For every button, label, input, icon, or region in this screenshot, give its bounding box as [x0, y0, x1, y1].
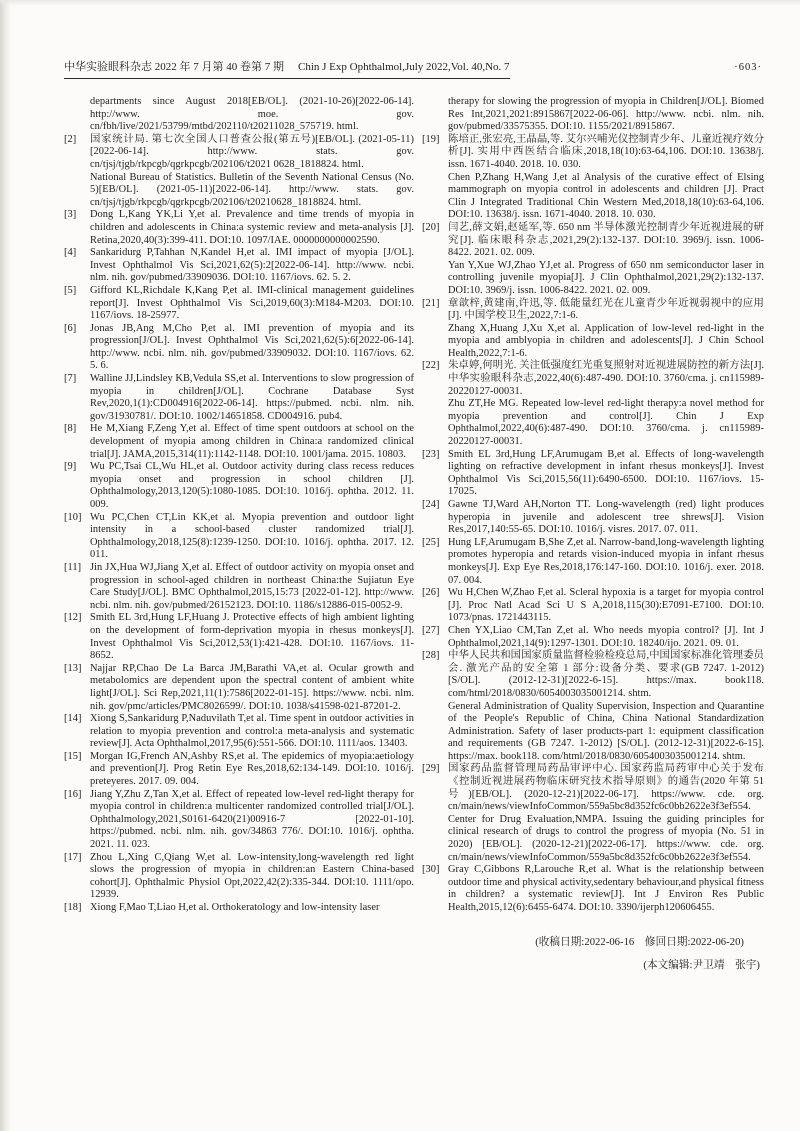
- reference-text: Najjar RP,Chao De La Barca JM,Barathi VA,et al. Ocular growth and metabolomics are dependent upon the spectral content of ambient white light[J/OL]. Sci Rep,2021,11(1):7586[2022-01-15]. https://www. ncbi. nlm. nih. gov/pmc/articles/PMC8026599/. DOI:10. 1038/s41598-021-87201-2.: [90, 662, 414, 712]
- reference-number: [4]: [64, 247, 77, 259]
- reference-item: [64, 285, 414, 323]
- reference-item: [422, 587, 764, 625]
- reference-item: [64, 423, 414, 461]
- reference-item: [422, 298, 764, 361]
- reference-item: [422, 360, 764, 448]
- reference-item: [422, 222, 764, 298]
- reference-number: [27]: [422, 624, 440, 636]
- reference-text: Center for Drug Evaluation,NMPA. Issuing the guiding principles for clinical research of drugs to control the progress of myopia (No. 51 in 2020) [EB/OL]. (2020-12-21)[2022-06-17]. https://www. cde. org. cn/main/news/viewInfoCommon/559a5bc8d352fc6c0bb2622e3f3ef554.: [448, 813, 764, 863]
- reference-number: [8]: [64, 423, 77, 435]
- reference-number: [25]: [422, 536, 440, 548]
- reference-text: Jonas JB,Ang M,Cho P,et al. IMI prevention of myopia and its progression[J/OL]. Invest Ophthalmol Vis Sci,2021,62(5):6[2022-06-14]. http://www. ncbi. nlm. nih. gov/pubmed/33909032. DOI:10. 1167/iovs. 62. 5. 6.: [90, 322, 414, 372]
- reference-number: [29]: [422, 763, 440, 775]
- reference-text: Chen YX,Liao CM,Tan Z,et al. Who needs myopia control? [J]. Int J Ophthalmol,2021,14(9):1297-1301. DOI:10. 18240/ijo. 2021. 09. 01.: [448, 624, 764, 649]
- reference-text: Gawne TJ,Ward AH,Norton TT. Long-wavelength (red) light produces hyperopia in juvenile and adolescent tree shrews[J]. Vision Res,2017,140:55-65. DOI:10. 1016/j. visres. 2017. 07. 011.: [448, 499, 764, 536]
- reference-text: therapy for slowing the progression of myopia in Children[J/OL]. Biomed Res Int,2021,2021:8915867[2022-06-06]. http://www. ncbi. nlm. nih. gov/pubmed/33575355. DOI:10. 1155/2021/8915867.: [448, 96, 764, 133]
- reference-text: Yan Y,Xue WJ,Zhao YJ,et al. Progress of 650 nm semiconductor laser in controlling juvenile myopia[J]. J Clin Ophthalmol,2021,29(2):132-137. DOI:10. 3969/j. issn. 1006-8422. 2021. 02. 009.: [448, 259, 764, 296]
- reference-number: [23]: [422, 448, 440, 460]
- reference-number: [15]: [64, 750, 82, 762]
- scan-edge-top: [0, 0, 800, 6]
- reference-number: [5]: [64, 284, 77, 296]
- reference-text: Jin JX,Hua WJ,Jiang X,et al. Effect of outdoor activity on myopia onset and progression in school-aged children in northeast China:the Sujiatun Eye Care Study[J/OL]. BMC Ophthalmol,2015,15:73 [2022-01-12]. http://www. ncbi. nlm. nih. gov/pubmed/26152123. DOI:10. 1186/s12886-015-0052-9.: [90, 561, 414, 611]
- reference-item: [64, 751, 414, 789]
- reference-item: [64, 96, 414, 134]
- journal-title-line: [64, 58, 510, 79]
- reference-text: Sankaridurg P,Tahhan N,Kandel H,et al. IMI impact of myopia [J/OL]. Invest Ophthalmol Vis Sci,2021,62(5):2[2022-06-14]. http://www. ncbi. nlm. nih. gov/pubmed/33909036. DOI:10. 1167/iovs. 62. 5. 2.: [90, 247, 414, 284]
- reference-number: [18]: [64, 902, 82, 913]
- reference-item: [422, 449, 764, 499]
- reference-item: [422, 864, 764, 914]
- reference-number: [11]: [64, 561, 82, 573]
- reference-item: [64, 562, 414, 612]
- reference-item: [64, 663, 414, 713]
- reference-text: Wu PC,Chen CT,Lin KK,et al. Myopia prevention and outdoor light intensity in a school-based cluster randomized trial[J]. Ophthalmology,2018,125(8):1239-1250. DOI:10. 1016/j. ophtha. 2017. 12. 011.: [90, 511, 414, 561]
- reference-text: Chen P,Zhang H,Wang J,et al Analysis of the curative effect of Elsing mammograph on myopia control in adolescents and children [J]. Pract Clin J Integrated Traditional Chin Western Med,2018,18(10):63-64,106. DOI:10. 13638/j. issn. 1671-4040. 2018. 10. 030.: [448, 171, 764, 221]
- reference-text: Smith EL 3rd,Hung LF,Huang J. Protective effects of high ambient lighting on the development of form-deprivation myopia in rhesus monkeys[J]. Invest Ophthalmol Vis Sci,2012,53(1):421-428. DOI:10. 1167/iovs. 11-8652.: [90, 612, 414, 662]
- reference-item: [422, 763, 764, 864]
- reference-number: [16]: [64, 788, 82, 800]
- reference-text: Zhou L,Xing C,Qiang W,et al. Low-intensity,long-wavelength red light slows the progression of myopia in children:an Eastern China-based cohort[J]. Ophthalmic Physiol Opt,2022,42(2):335-344. DOI:10. 1111/opo. 12939.: [90, 851, 414, 901]
- reference-number: [26]: [422, 587, 440, 599]
- reference-text: 章歆梓,黄建南,许迅,等. 低能量红光在儿童青少年近视弱视中的应用[J]. 中国学校卫生,2022,7:1-6.: [448, 297, 764, 322]
- scan-edge-left: [0, 0, 11, 1131]
- journal-title-en: Chin J Exp Ophthalmol,July 2022,Vol. 40,No. 7: [298, 61, 510, 73]
- reference-number: [19]: [422, 133, 440, 145]
- reference-number: [21]: [422, 297, 440, 309]
- reference-number: [12]: [64, 612, 82, 624]
- reference-number: [7]: [64, 373, 77, 385]
- reference-number: [6]: [64, 322, 77, 334]
- reference-item: [64, 134, 414, 210]
- journal-title-cn: 中华实验眼科杂志 2022 年 7 月第 40 卷第 7 期: [64, 61, 284, 73]
- reference-text: Gifford KL,Richdale K,Kang P,et al. IMI-clinical management guidelines report[J]. Invest Ophthalmol Vis Sci,2019,60(3):M184-M203. DOI:10. 1167/iovs. 18-25977.: [90, 284, 414, 322]
- reference-text: Gray C,Gibbons R,Larouche R,et al. What is the relationship between outdoor time and physical activity,sedentary behaviour,and physical fitness in children? a systematic review[J]. Int J Environ Res Public Health,2015,12(6):6455-6474. DOI:10. 3390/ijerph120606455.: [448, 864, 764, 913]
- reference-number: [22]: [422, 360, 440, 372]
- reference-number: [24]: [422, 499, 440, 510]
- reference-item: [422, 134, 764, 222]
- reference-number: [30]: [422, 864, 440, 876]
- reference-item: [64, 713, 414, 751]
- reference-number: [14]: [64, 713, 82, 725]
- reference-text: Walline JJ,Lindsley KB,Vedula SS,et al. Interventions to slow progression of myopia in children[J/OL]. Cochrane Database Syst Rev,2020,1(1):CD004916[2022-06-14]. https://pubmed. ncbi. nlm. nih. gov/31930781/. DOI:10. 1002/14651858. CD004916. pub4.: [90, 373, 414, 422]
- reference-item: [64, 373, 414, 423]
- reference-text: 中华人民共和国国家质量监督检验检疫总局,中国国家标准化管理委员会. 激光产品的安全第 1 部分:设备分类、要求(GB 7247. 1-2012)[S/OL]. (2012-12-31)[2022-6-15]. https://max. book118. com/html/2018/0830/6054003035001214. shtm.: [448, 650, 764, 699]
- reference-text: Dong L,Kang YK,Li Y,et al. Prevalence and time trends of myopia in children and adolescents in China:a systemic review and meta-analysis [J]. Retina,2020,40(3):399-411. DOI:10. 1097/IAE. 0000000000002590.: [90, 209, 414, 246]
- reference-item: [422, 625, 764, 650]
- reference-item: [64, 512, 414, 562]
- reference-text: departments since August 2018[EB/OL]. (2021-10-26)[2022-06-14]. http://www. moe. gov. cn/fbh/live/2021/53799/mtbd/202110/t20211028_575719. html.: [90, 96, 414, 133]
- reference-number: [20]: [422, 221, 440, 233]
- reference-text: 陈培正,张宏亮,王晶晶,等. 艾尔兴哺光仪控制青少年、儿童近视疗效分析[J]. 实用中西医结合临床,2018,18(10):63-64,106. DOI:10. 13638/j. issn. 1671-4040. 2018. 10. 030.: [448, 133, 765, 170]
- references-section: [64, 96, 764, 973]
- reference-item: [64, 852, 414, 902]
- reference-text: Wu PC,Tsai CL,Wu HL,et al. Outdoor activity during class recess reduces myopia onset and progression in school children [J]. Ophthalmology,2013,120(5):1080-1085. DOI:10. 1016/j. ophtha. 2012. 11. 009.: [90, 461, 414, 510]
- reference-text: Xiong F,Mao T,Liao H,et al. Orthokeratology and low-intensity laser: [90, 902, 380, 913]
- reference-item: [64, 323, 414, 373]
- reference-number: [3]: [64, 209, 77, 221]
- reference-item: [64, 247, 414, 285]
- reference-text: He M,Xiang F,Zeng Y,et al. Effect of time spent outdoors at school on the development of myopia among children in China:a randomized clinical trial[J]. JAMA,2015,314(11):1142-1148. DOI:10. 1001/jama. 2015. 10803.: [90, 423, 414, 460]
- reference-item: [422, 96, 764, 134]
- reference-text: 国家统计局. 第七次全国人口普查公报(第五号)[EB/OL]. (2021-05-11)[2022-06-14]. http://www. stats. gov. cn/tjsj/tjgb/rkpcgb/qgrkpcgb/202106/t2021 0628_1818824. html.: [90, 133, 414, 170]
- reference-item: [64, 902, 414, 915]
- reference-item: [64, 612, 414, 662]
- reference-text: Smith EL 3rd,Hung LF,Arumugam B,et al. Effects of long-wavelength lighting on refractive development in infant rhesus monkeys[J]. Invest Ophthalmol Vis Sci,2015,56(11):6490-6500. DOI:10. 1167/iovs. 15-17025.: [448, 448, 764, 498]
- reference-text: Xiong S,Sankaridurg P,Naduvilath T,et al. Time spent in outdoor activities in relation to myopia prevention and control:a meta-analysis and systematic review[J]. Acta Ophthalmol,2017,95(6):551-566. DOI:10. 1111/aos. 13403.: [90, 713, 414, 750]
- references-column-left: [64, 96, 414, 973]
- reference-text: Zhang X,Huang J,Xu X,et al. Application of low-level red-light in the myopia and amblyopia in children and adolescents[J]. J Chin School Health,2022,7:1-6.: [448, 322, 764, 359]
- reference-item: [422, 537, 764, 587]
- reference-text: 朱卓婷,何明光. 关注低强度红光重复照射对近视进展防控的新方法[J]. 中华实验眼科杂志,2022,40(6):487-490. DOI:10. 3760/cma. j. cn115989-20220127-00031.: [448, 360, 764, 397]
- reference-text: 国家药品监督管理局药品审评中心. 国家药监局药审中心关于发布《控制近视进展药物临床研究技术指导原则》的通告(2020 年第 51 号)[EB/OL]. (2020-12-21)[2022-06-17]. https://www. cde. org. cn/main/news/viewInfoCommon/559a5bc8d352fc6c0bb2622e3f3ef554.: [448, 763, 764, 813]
- reference-text: National Bureau of Statistics. Bulletin of the Seventh National Census (No. 5)[EB/OL]. (2021-05-11)[2022-06-14]. http://www. stats. gov. cn/tjsj/tjgb/rkpcgb/qgrkpcgb/202106/t20210628_1818824. html.: [90, 171, 414, 208]
- references-column-right: [422, 96, 764, 973]
- reference-text: Hung LF,Arumugam B,She Z,et al. Narrow-band,long-wavelength lighting promotes hyperopia and retards vision-induced myopia in infant rhesus monkeys[J]. Exp Eye Res,2018,176:147-160. DOI:10. 1016/j. exer. 2018. 07. 004.: [448, 536, 764, 586]
- reference-text: Jiang Y,Zhu Z,Tan X,et al. Effect of repeated low-level red-light therapy for myopia control in children:a multicenter randomized controlled trial[J/OL]. Ophthalmology,2021,S0161-6420(21)00916-7 [2022-01-10]. https://pubmed. ncbi. nlm. nih. gov/34863 776/. DOI:10. 1016/j. ophtha. 2021. 11. 023.: [90, 788, 414, 851]
- received-revised-dates: (收稿日期:2022-06-16 修回日期:2022-06-20): [535, 936, 744, 948]
- page-number: ·603·: [734, 62, 762, 73]
- reference-number: [17]: [64, 851, 82, 863]
- article-editors: (本文编辑:尹卫靖 张宇): [643, 960, 760, 972]
- reference-number: [9]: [64, 461, 77, 473]
- reference-item: [64, 209, 414, 247]
- reference-text: Morgan IG,French AN,Ashby RS,et al. The epidemics of myopia:aetiology and prevention[J]. Prog Retin Eye Res,2018,62:134-149. DOI:10. 1016/j. preteyeres. 2017. 09. 004.: [90, 750, 414, 788]
- references-column-right-list: [422, 96, 764, 915]
- reference-text: Zhu ZT,He MG. Repeated low-level red-light therapy:a novel method for myopia prevention and control[J]. Chin J Exp Ophthalmol,2022,40(6):487-490. DOI:10. 3760/cma. j. cn115989-20220127-00031.: [448, 398, 764, 448]
- reference-text: Wu H,Chen W,Zhao F,et al. Scleral hypoxia is a target for myopia control [J]. Proc Natl Acad Sci U S A,2018,115(30):E7091-E7100. DOI:10. 1073/pnas. 1721443115.: [448, 587, 764, 624]
- reference-number: [13]: [64, 662, 82, 674]
- reference-item: [64, 461, 414, 511]
- reference-item: [422, 499, 764, 537]
- reference-item: [422, 650, 764, 763]
- reference-text: 闫艺,薛文娟,赵延军,等. 650 nm 半导体激光控制青少年近视进展的研究[J]. 临床眼科杂志,2021,29(2):132-137. DOI:10. 3969/j. issn. 1006-8422. 2021. 02. 009.: [448, 221, 764, 259]
- page-header: [64, 58, 762, 79]
- reference-item: [64, 789, 414, 852]
- reference-number: [10]: [64, 511, 82, 523]
- reference-number: [2]: [64, 133, 77, 145]
- reference-text: General Administration of Quality Supervision, Inspection and Quarantine of the People's Republic of China, China National Standardization Administration. Safety of laser products-part 1: equipment classification and requirements (GB 7247. 1-2012) [S/OL]. (2012-12-31)[2022-6-15]. https://max. book118. com/html/2018/0830/6054003035001214. shtm.: [448, 700, 764, 762]
- reference-number: [28]: [422, 650, 440, 662]
